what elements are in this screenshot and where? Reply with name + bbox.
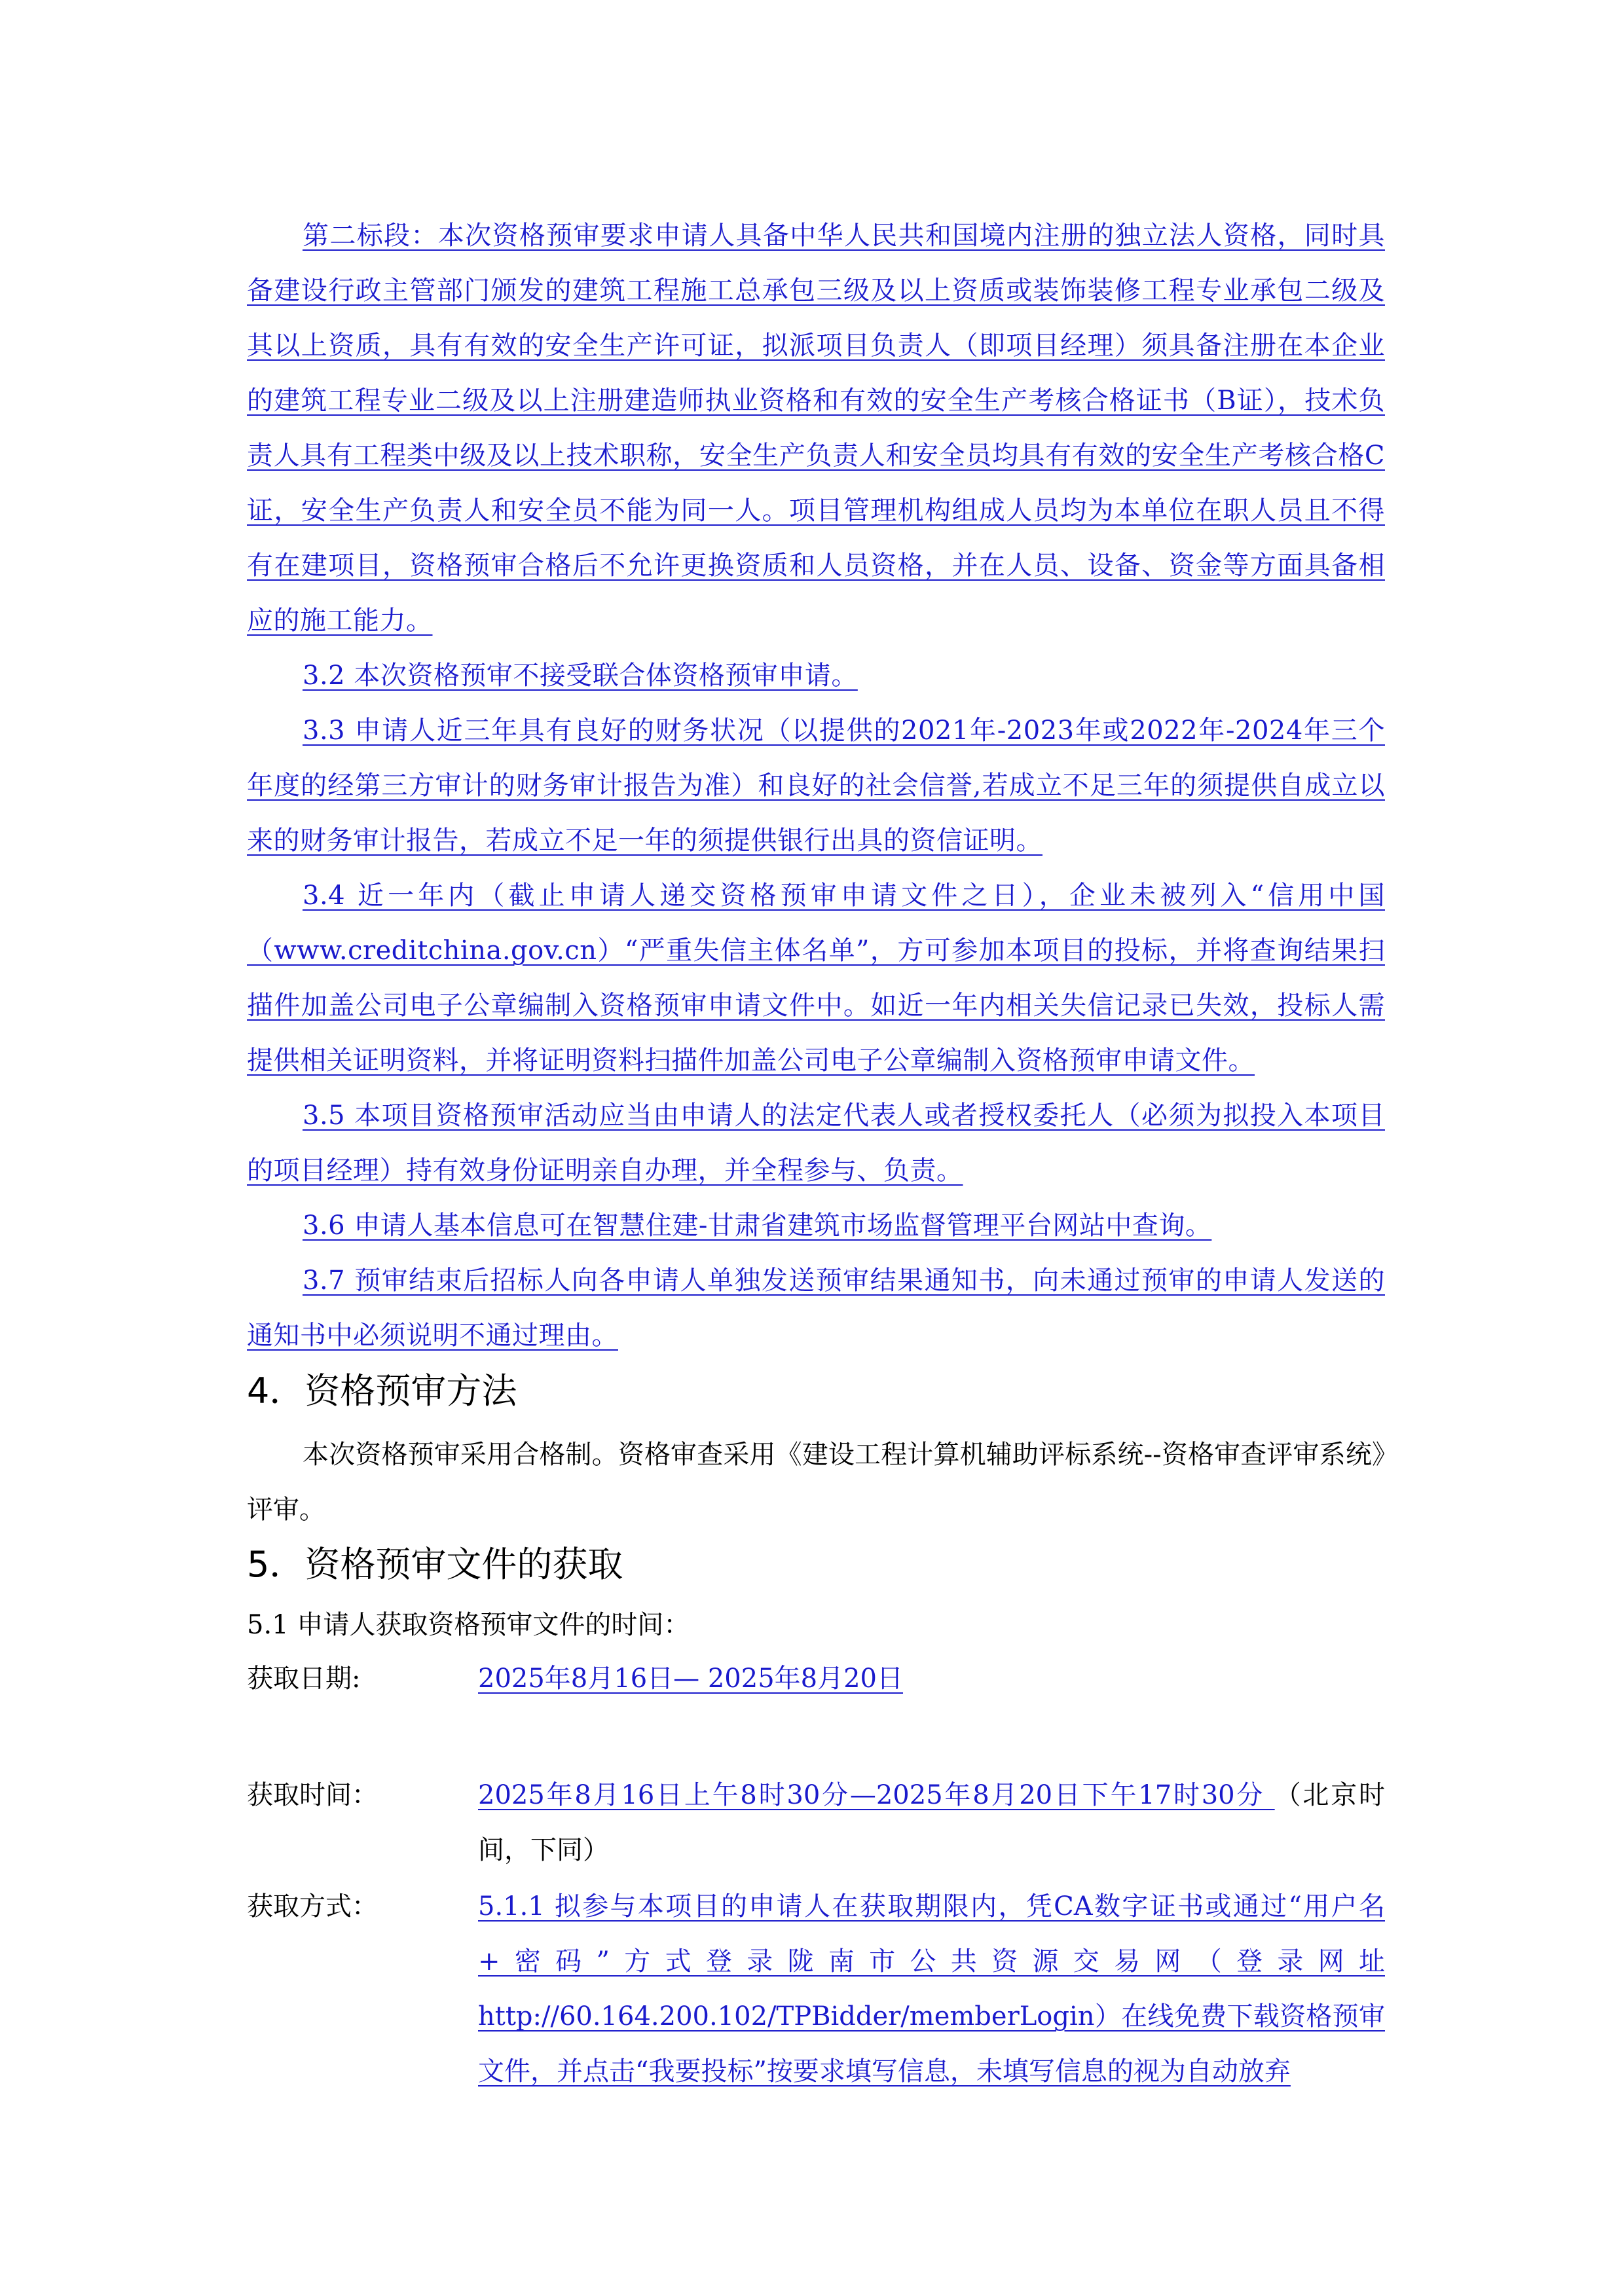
method-value [478, 1879, 1385, 2099]
paragraph-3-2: 3.2 本次资格预审不接受联合体资格预审申请。 [303, 661, 858, 691]
paragraph-3-5: 3.5 本项目资格预审活动应当由申请人的法定代表人或者授权委托人（必须为拟投入本项目的项目经理）持有效身份证明亲自办理，并全程参与、负责。 [247, 1101, 1385, 1186]
time-value [478, 1768, 1385, 1878]
paragraph-3-4: 3.4 近一年内（截止申请人递交资格预审申请文件之日），企业未被列入“信用中国（www.creditchina.gov.cn）“严重失信主体名单”，方可参加本项目的投标，并将查询结果扫描件加盖公司电子公章编制入资格预审申请文件中。如近一年内相关失信记录已失效，投标人需提供相关证明资料，并将证明资料扫描件加盖公司电子公章编制入资格预审申请文件。 [247, 881, 1385, 1076]
paragraph-3-3: 3.3 申请人近三年具有良好的财务状况（以提供的2021年-2023年或2022年-2024年三个年度的经第三方审计的财务审计报告为准）和良好的社会信誉,若成立不足三年的须提供自成立以来的财务审计报告，若成立不足一年的须提供银行出具的资信证明。 [247, 716, 1385, 856]
section-4-heading: 4．资格预审方法 [247, 1370, 517, 1412]
paragraph-3-6: 3.6 申请人基本信息可在智慧住建-甘肃省建筑市场监督管理平台网站中查询。 [303, 1211, 1212, 1241]
date-value [478, 1651, 1385, 1706]
date-value-text: 2025年8月16日— 2025年8月20日 [478, 1664, 904, 1694]
paragraph-lot2-requirements: 第二标段：本次资格预审要求申请人具备中华人民共和国境内注册的独立法人资格，同时具备建设行政主管部门颁发的建筑工程施工总承包三级及以上资质或装饰装修工程专业承包二级及其以上资质，具有有效的安全生产许可证，拟派项目负责人（即项目经理）须具备注册在本企业的建筑工程专业二级及以上注册建造师执业资格和有效的安全生产考核合格证书（B证），技术负责人具有工程类中级及以上技术职称，安全生产负责人和安全员均具有有效的安全生产考核合格C证，安全生产负责人和安全员不能为同一人。项目管理机构组成人员均为本单位在职人员且不得有在建项目，资格预审合格后不允许更换资质和人员资格，并在人员、设备、资金等方面具备相应的施工能力。 [247, 221, 1385, 636]
method-label: 获取方式： [247, 1891, 378, 1922]
method-value-text: 5.1.1 拟参与本项目的申请人在获取期限内，凭CA数字证书或通过“用户名+密码”方式登录陇南市公共资源交易网（登录网址http://60.164.200.102/TPBidder/memberLogin）在线免费下载资格预审文件，并点击“我要投标”按要求填写信息，未填写信息的视为自动放弃 [478, 1891, 1385, 2086]
time-label: 获取时间： [247, 1780, 378, 1810]
section-5-1-label: 5.1 申请人获取资格预审文件的时间： [247, 1610, 690, 1640]
section-4-text [247, 1427, 1385, 1537]
section-5-heading: 5．资格预审文件的获取 [247, 1544, 623, 1585]
time-value-text: 2025年8月16日上午8时30分—2025年8月20日下午17时30分 [478, 1780, 1275, 1810]
section-3-body [247, 208, 1385, 1363]
section-4-paragraph: 本次资格预审采用合格制。资格审查采用《建设工程计算机辅助评标系统--资格审查评审系统》评审。 [247, 1440, 1385, 1525]
time-value-suffix: （北京时间，下同） [478, 1780, 1385, 1865]
paragraph-3-7: 3.7 预审结束后招标人向各申请人单独发送预审结果通知书，向未通过预审的申请人发送的通知书中必须说明不通过理由。 [247, 1266, 1385, 1351]
date-label: 获取日期: [247, 1664, 361, 1694]
